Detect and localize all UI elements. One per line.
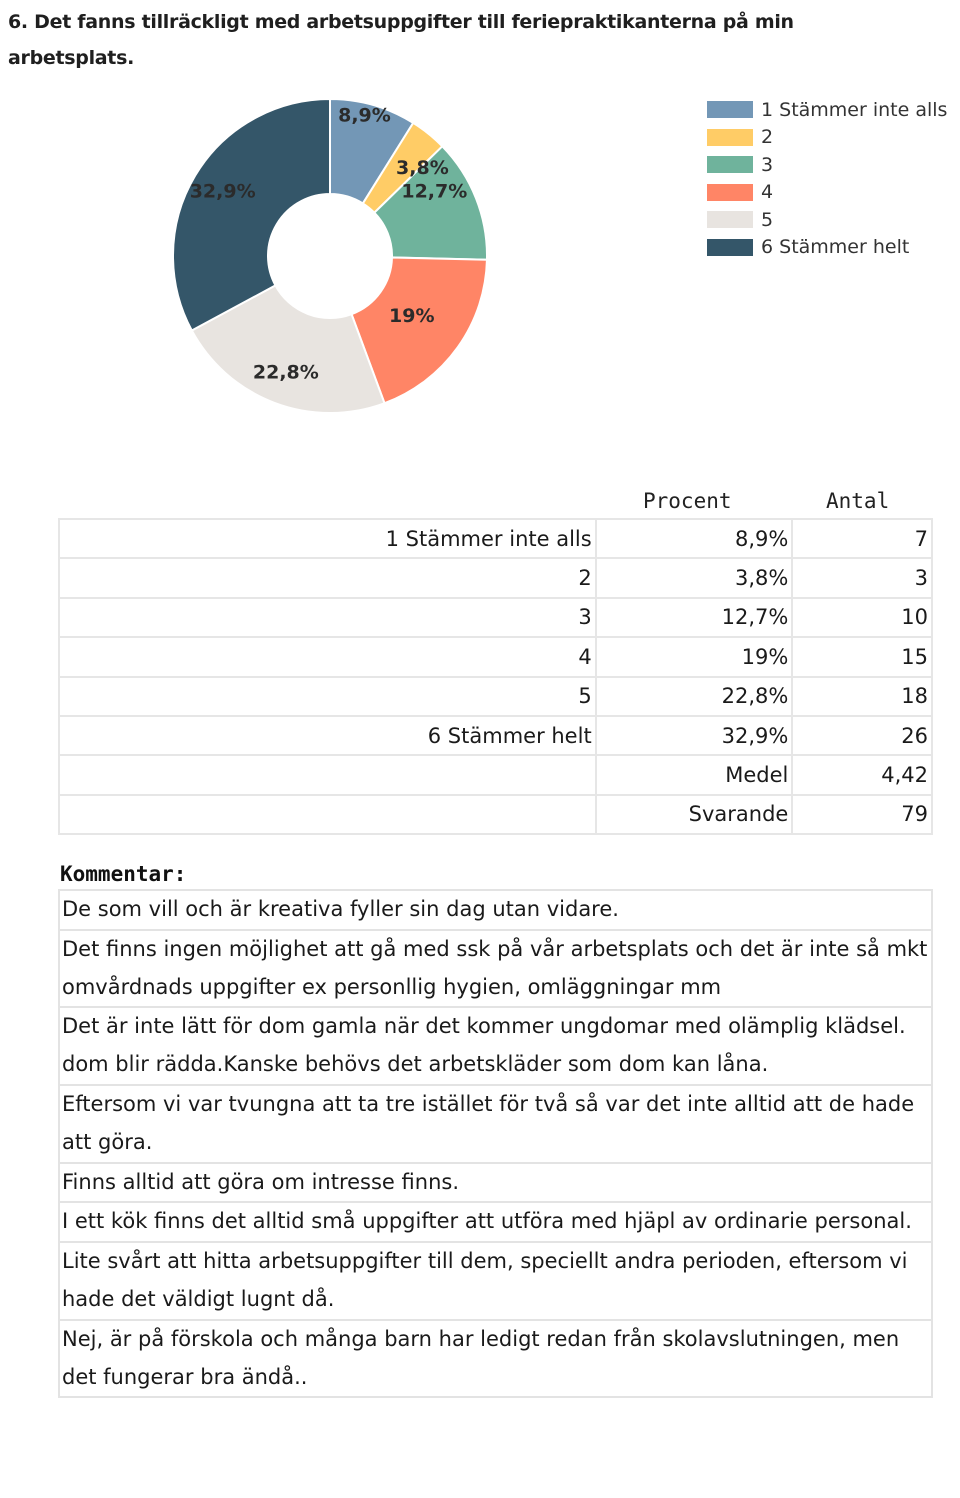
row-label: 1 Stämmer inte alls (59, 519, 596, 558)
comment-item: De som vill och är kreativa fyller sin dag utan vidare. (58, 889, 933, 929)
summary-row (59, 755, 932, 794)
row-antal: 26 (792, 716, 932, 755)
row-antal: 10 (792, 598, 932, 637)
procent-header: Procent (643, 489, 732, 513)
legend-swatch (707, 184, 753, 201)
slice-label-5: 22,8% (252, 361, 319, 384)
row-label: 5 (59, 677, 596, 716)
row-procent: 3,8% (596, 558, 793, 597)
legend-swatch (707, 101, 753, 118)
legend-swatch (707, 239, 753, 256)
legend-label: 4 (761, 181, 774, 204)
legend-label: 1 Stämmer inte alls (761, 98, 948, 121)
summary-label: Svarande (596, 795, 793, 834)
donut-chart (160, 86, 500, 426)
row-procent: 32,9% (596, 716, 793, 755)
legend-label: 2 (761, 126, 774, 149)
row-antal: 7 (792, 519, 932, 558)
row-label: 2 (59, 558, 596, 597)
row-procent: 8,9% (596, 519, 793, 558)
stats-row (59, 637, 932, 676)
stats-row (59, 519, 932, 558)
legend-swatch (707, 211, 753, 228)
row-procent: 22,8% (596, 677, 793, 716)
comment-item: Lite svårt att hitta arbetsuppgifter till dem, speciellt andra perioden, eftersom vi hade det väldigt lugnt då. (58, 1241, 933, 1319)
slice-label-3: 12,7% (401, 180, 468, 203)
legend-label: 5 (761, 208, 774, 231)
legend-swatch (707, 156, 753, 173)
stats-header (0, 486, 960, 518)
summary-row (59, 795, 932, 834)
comment-item: Finns alltid att göra om intresse finns. (58, 1162, 933, 1202)
stats-row (59, 677, 932, 716)
stats-row (59, 558, 932, 597)
row-antal: 3 (792, 558, 932, 597)
row-label: 3 (59, 598, 596, 637)
summary-value: 4,42 (792, 755, 932, 794)
summary-value: 79 (792, 795, 932, 834)
summary-empty (59, 755, 596, 794)
antal-header: Antal (826, 489, 890, 513)
legend-item (707, 234, 947, 262)
slice-label-2: 3,8% (396, 157, 449, 180)
comment-list (58, 889, 933, 1398)
legend-item (707, 151, 947, 179)
comment-item: I ett kök finns det alltid små uppgifter att utföra med hjäpl av ordinarie personal. (58, 1201, 933, 1241)
stats-row (59, 716, 932, 755)
slice-label-6: 32,9% (189, 180, 256, 203)
question-title: 6. Det fanns tillräckligt med arbetsuppgifter till feriepraktikanterna på min arbetsplats. (8, 11, 794, 69)
slice-label-4: 19% (389, 305, 435, 328)
comment-item: Det är inte lätt för dom gamla när det kommer ungdomar med olämplig klädsel. dom blir rädda.Kanske behövs det arbetskläder som dom kan låna. (58, 1006, 933, 1084)
row-procent: 12,7% (596, 598, 793, 637)
legend-item (707, 206, 947, 234)
stats-table (58, 518, 933, 835)
legend-item (707, 179, 947, 207)
comment-item: Det finns ingen möjlighet att gå med ssk på vår arbetsplats och det är inte så mkt omvårdnads uppgifter ex personllig hygien, omläggningar mm (58, 929, 933, 1007)
legend-label: 3 (761, 153, 774, 176)
row-label: 4 (59, 637, 596, 676)
legend-item (707, 124, 947, 152)
comment-item: Nej, är på förskola och många barn har ledigt redan från skolavslutningen, men det fungerar bra ändå.. (58, 1319, 933, 1399)
row-label: 6 Stämmer helt (59, 716, 596, 755)
comment-item: Eftersom vi var tvungna att ta tre istället för två så var det inte alltid att de hade att göra. (58, 1084, 933, 1162)
row-antal: 15 (792, 637, 932, 676)
summary-label: Medel (596, 755, 793, 794)
slice-label-1: 8,9% (338, 104, 391, 127)
row-antal: 18 (792, 677, 932, 716)
stats-row (59, 598, 932, 637)
chart-legend (707, 96, 947, 261)
legend-label: 6 Stämmer helt (761, 236, 910, 259)
row-procent: 19% (596, 637, 793, 676)
legend-item (707, 96, 947, 124)
legend-swatch (707, 129, 753, 146)
summary-empty (59, 795, 596, 834)
comment-title: Kommentar: (60, 862, 187, 886)
donut-slice-6 (173, 99, 330, 330)
